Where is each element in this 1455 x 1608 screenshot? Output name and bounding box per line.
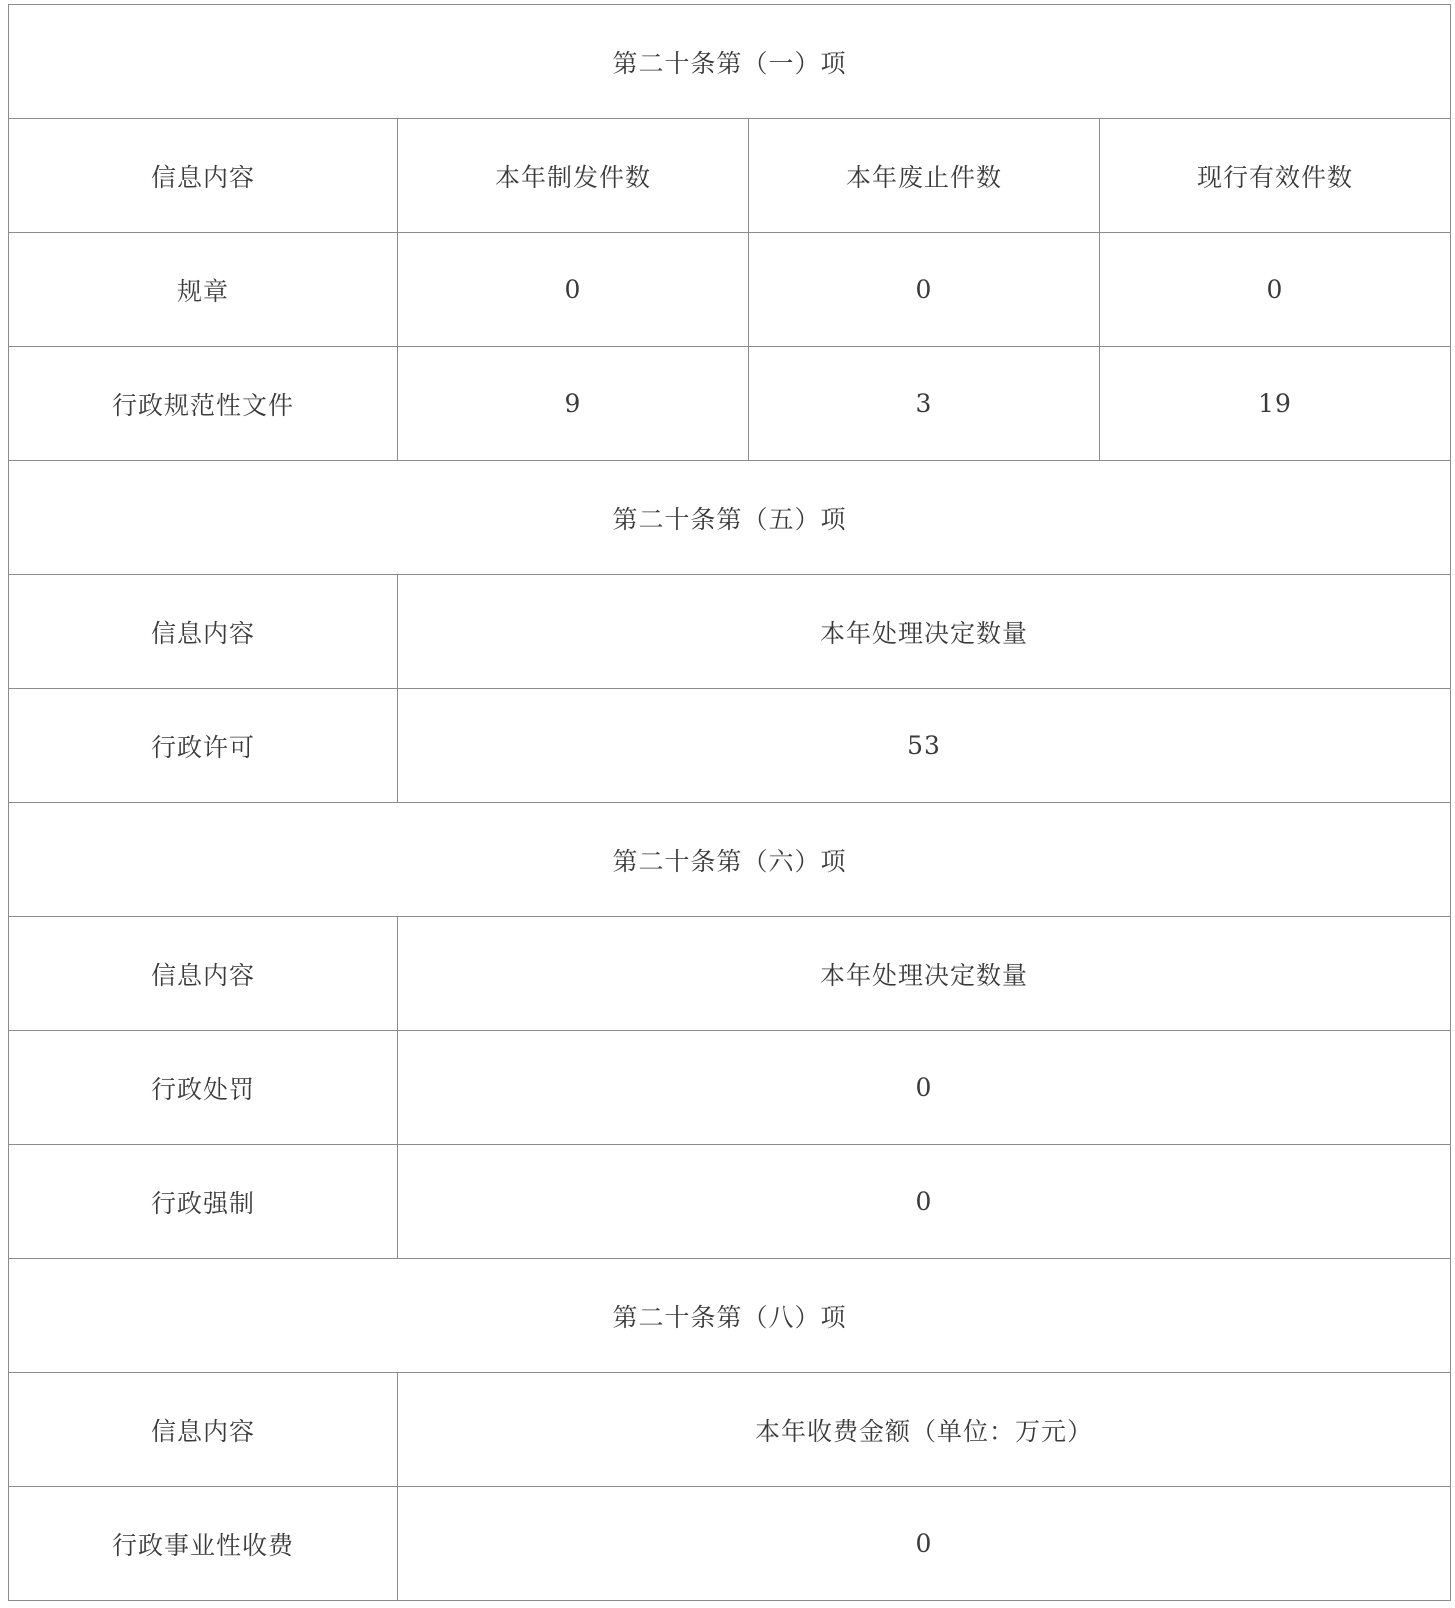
data-cell: 0 xyxy=(749,233,1100,347)
section-title: 第二十条第（六）项 xyxy=(9,803,1451,917)
table-row xyxy=(9,1031,1451,1145)
table-row xyxy=(9,1487,1451,1601)
header-cell-fee-amount: 本年收费金额（单位：万元） xyxy=(398,1373,1451,1487)
header-cell-info-content: 信息内容 xyxy=(9,917,398,1031)
section-title: 第二十条第（八）项 xyxy=(9,1259,1451,1373)
row-label: 行政许可 xyxy=(9,689,398,803)
row-label: 行政强制 xyxy=(9,1145,398,1259)
header-cell-decision-count: 本年处理决定数量 xyxy=(398,917,1451,1031)
data-cell: 0 xyxy=(398,1487,1451,1601)
table-row xyxy=(9,233,1451,347)
row-label: 行政事业性收费 xyxy=(9,1487,398,1601)
data-cell: 19 xyxy=(1100,347,1451,461)
header-row xyxy=(9,917,1451,1031)
header-cell-issued-count: 本年制发件数 xyxy=(398,119,749,233)
row-label: 规章 xyxy=(9,233,398,347)
data-cell: 0 xyxy=(398,1145,1451,1259)
header-row xyxy=(9,575,1451,689)
section-title-row xyxy=(9,5,1451,119)
row-label: 行政规范性文件 xyxy=(9,347,398,461)
table-row xyxy=(9,689,1451,803)
section-title: 第二十条第（五）项 xyxy=(9,461,1451,575)
header-cell-abolished-count: 本年废止件数 xyxy=(749,119,1100,233)
section-title-row xyxy=(9,803,1451,917)
disclosure-table-container xyxy=(8,4,1450,1601)
data-cell: 9 xyxy=(398,347,749,461)
table-row xyxy=(9,1145,1451,1259)
header-cell-decision-count: 本年处理决定数量 xyxy=(398,575,1451,689)
header-cell-info-content: 信息内容 xyxy=(9,1373,398,1487)
header-row xyxy=(9,119,1451,233)
data-cell: 0 xyxy=(1100,233,1451,347)
header-cell-info-content: 信息内容 xyxy=(9,575,398,689)
section-title-row xyxy=(9,1259,1451,1373)
data-cell: 3 xyxy=(749,347,1100,461)
data-cell: 0 xyxy=(398,233,749,347)
table-row xyxy=(9,347,1451,461)
disclosure-table xyxy=(8,4,1451,1601)
data-cell: 0 xyxy=(398,1031,1451,1145)
header-cell-info-content: 信息内容 xyxy=(9,119,398,233)
section-title: 第二十条第（一）项 xyxy=(9,5,1451,119)
section-title-row xyxy=(9,461,1451,575)
header-cell-valid-count: 现行有效件数 xyxy=(1100,119,1451,233)
header-row xyxy=(9,1373,1451,1487)
data-cell: 53 xyxy=(398,689,1451,803)
row-label: 行政处罚 xyxy=(9,1031,398,1145)
